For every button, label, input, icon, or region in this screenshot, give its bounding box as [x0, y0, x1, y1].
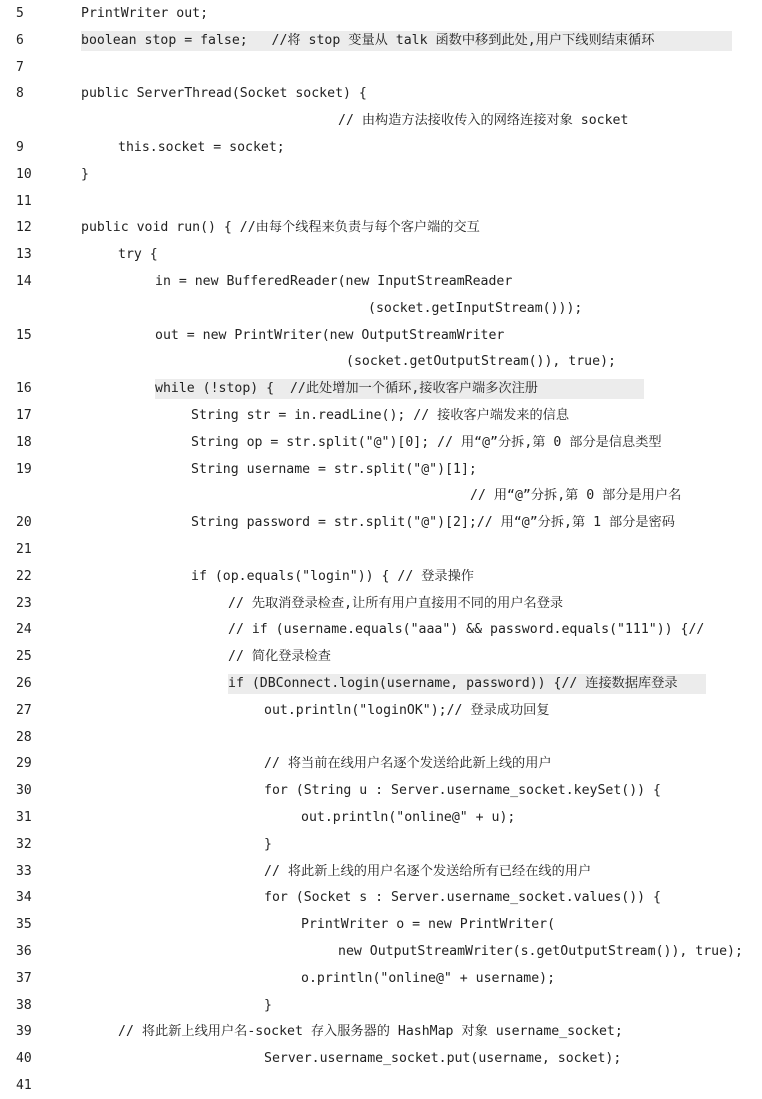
code-text: in = new BufferedReader(new InputStreamReader	[155, 274, 513, 289]
code-line	[0, 1019, 762, 1045]
line-number: 20	[16, 515, 32, 531]
code-line	[0, 215, 762, 241]
line-number: 11	[16, 193, 32, 209]
line-number: 22	[16, 568, 32, 584]
code-line	[0, 805, 762, 831]
code-line	[0, 591, 762, 617]
code-line	[0, 430, 762, 456]
code-line	[0, 617, 762, 643]
code-text: for (String u : Server.username_socket.keySet()) {	[264, 783, 661, 799]
code-text: o.println("online@" + username);	[301, 970, 556, 986]
code-line	[0, 269, 762, 295]
code-text: String str = in.readLine(); // 接收客户端发来的信息	[191, 408, 569, 423]
code-text: if (op.equals("login")) { // 登录操作	[191, 568, 474, 584]
line-number: 38	[16, 997, 32, 1013]
line-number: 5	[16, 6, 24, 21]
code-text: public ServerThread(Socket socket) {	[81, 86, 367, 102]
code-line	[0, 55, 762, 81]
line-number: 19	[16, 461, 32, 477]
code-text: out = new PrintWriter(new OutputStreamWriter	[155, 327, 505, 343]
line-number: 27	[16, 702, 32, 718]
line-number: 12	[16, 220, 32, 236]
code-text: // 将此新上线用户名-socket 存入服务器的 HashMap 对象 username_socket;	[118, 1024, 623, 1040]
code-line	[0, 832, 762, 858]
code-text: // 将此新上线的用户名逐个发送给所有已经在线的用户	[264, 863, 592, 879]
code-text: out.println("loginOK");// 登录成功回复	[264, 702, 550, 718]
line-number: 16	[16, 381, 32, 397]
line-number: 31	[16, 810, 32, 825]
code-text: String username = str.split("@")[1];	[191, 461, 477, 477]
code-line	[0, 323, 762, 349]
line-number: 21	[16, 542, 32, 557]
code-line	[0, 242, 762, 268]
code-text: // 将当前在线用户名逐个发送给此新上线的用户	[264, 756, 552, 772]
code-text: boolean stop = false; //将 stop 变量从 talk 函数中移到此处,用户下线则结束循环	[81, 31, 732, 51]
code-line	[0, 108, 762, 134]
code-text: (socket.getOutputStream()), true);	[346, 354, 616, 370]
code-line	[0, 28, 762, 54]
code-text: String op = str.split("@")[0]; // 用“@”分拆,第 0 部分是信息类型	[191, 434, 662, 450]
code-line	[0, 939, 762, 965]
code-line	[0, 885, 762, 911]
line-number: 24	[16, 622, 32, 638]
line-number: 10	[16, 166, 32, 182]
code-text: // 先取消登录检查,让所有用户直接用不同的用户名登录	[228, 595, 564, 611]
line-number: 39	[16, 1024, 32, 1040]
code-text: // 由构造方法接收传入的网络连接对象 socket	[338, 113, 629, 129]
code-line	[0, 725, 762, 751]
code-text: for (Socket s : Server.username_socket.values()) {	[264, 890, 661, 906]
code-text: (socket.getInputStream()));	[368, 300, 583, 316]
line-number: 14	[16, 274, 32, 289]
code-text: // if (username.equals("aaa") && password.equals("111")) {//	[228, 622, 705, 638]
code-line	[0, 966, 762, 992]
line-number: 28	[16, 729, 32, 745]
line-number: 41	[16, 1078, 32, 1093]
code-line	[0, 483, 762, 509]
code-line	[0, 376, 762, 402]
code-text: out.println("online@" + u);	[301, 810, 516, 825]
code-line	[0, 912, 762, 938]
code-text: if (DBConnect.login(username, password)) {// 连接数据库登录	[228, 674, 706, 694]
code-text: }	[81, 166, 89, 182]
code-text: PrintWriter o = new PrintWriter(	[301, 917, 556, 933]
code-line	[0, 698, 762, 724]
code-line	[0, 564, 762, 590]
code-text: Server.username_socket.put(username, socket);	[264, 1051, 622, 1067]
code-line	[0, 189, 762, 215]
line-number: 40	[16, 1051, 32, 1067]
code-text: PrintWriter out;	[81, 6, 209, 21]
code-line	[0, 751, 762, 777]
line-number: 36	[16, 944, 32, 959]
line-number: 35	[16, 917, 32, 933]
code-line	[0, 81, 762, 107]
line-number: 7	[16, 59, 24, 75]
line-number: 34	[16, 890, 32, 906]
line-number: 8	[16, 86, 24, 102]
line-number: 32	[16, 836, 32, 852]
line-number: 9	[16, 140, 24, 155]
code-line	[0, 457, 762, 483]
code-text: }	[264, 997, 272, 1013]
code-line	[0, 510, 762, 536]
code-line	[0, 671, 762, 697]
code-line	[0, 778, 762, 804]
code-line	[0, 1046, 762, 1072]
line-number: 18	[16, 434, 32, 450]
line-number: 29	[16, 756, 32, 772]
line-number: 37	[16, 970, 32, 986]
line-number: 25	[16, 649, 32, 665]
code-line	[0, 135, 762, 161]
code-text: new OutputStreamWriter(s.getOutputStream()), true);	[338, 944, 743, 959]
line-number: 26	[16, 676, 32, 691]
code-text: this.socket = socket;	[118, 140, 285, 155]
line-number: 15	[16, 327, 32, 343]
code-line	[0, 403, 762, 429]
line-number: 30	[16, 783, 32, 799]
code-text: String password = str.split("@")[2];// 用“@”分拆,第 1 部分是密码	[191, 515, 675, 531]
code-line	[0, 296, 762, 322]
code-line	[0, 349, 762, 375]
code-text: }	[264, 836, 272, 852]
code-line	[0, 644, 762, 670]
code-line	[0, 162, 762, 188]
code-line	[0, 1, 762, 27]
code-line	[0, 537, 762, 563]
code-line	[0, 993, 762, 1019]
line-number: 33	[16, 863, 32, 879]
line-number: 6	[16, 32, 24, 48]
code-text: // 简化登录检查	[228, 649, 331, 665]
line-number: 13	[16, 247, 32, 263]
code-text: // 用“@”分拆,第 0 部分是用户名	[470, 488, 682, 504]
line-number: 23	[16, 595, 32, 611]
code-text: try {	[118, 247, 158, 263]
line-number: 17	[16, 408, 32, 423]
code-line	[0, 859, 762, 885]
code-text: public void run() { //由每个线程来负责与每个客户端的交互	[81, 220, 480, 236]
code-text: while (!stop) { //此处增加一个循环,接收客户端多次注册	[155, 379, 644, 399]
code-line	[0, 1073, 762, 1099]
